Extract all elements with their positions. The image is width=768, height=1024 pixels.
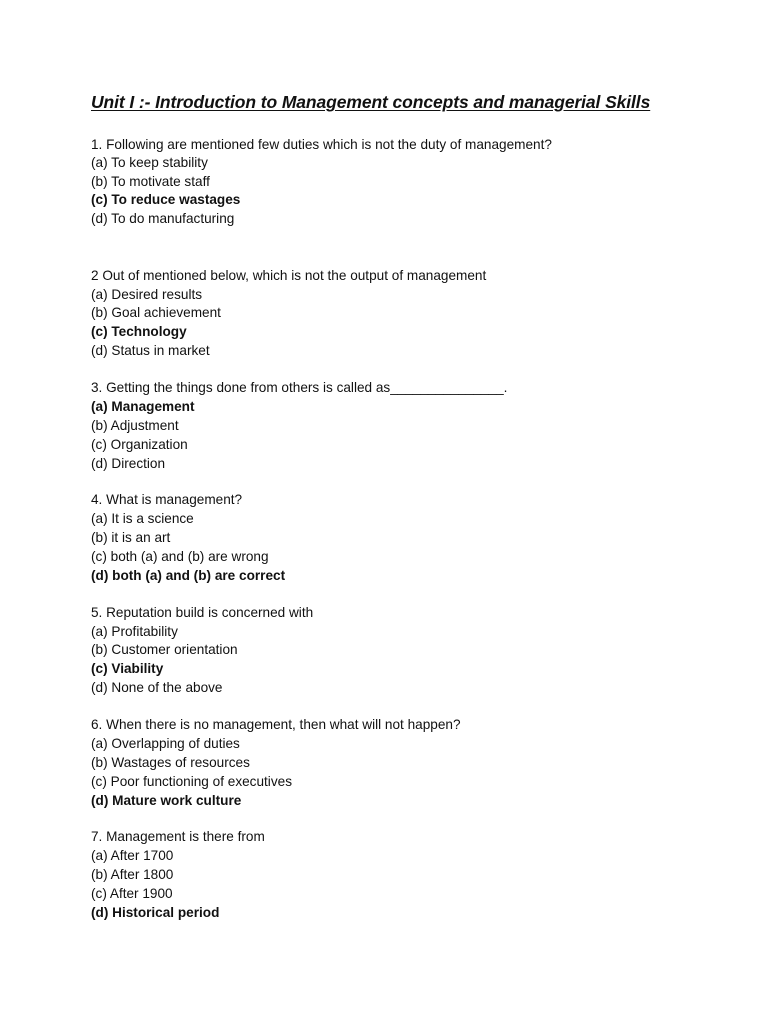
- question-5-option-c-answer: (c) Viability: [91, 661, 164, 676]
- question-1-text: 1. Following are mentioned few duties which is not the duty of management?: [91, 137, 552, 152]
- question-7-option-c: (c) After 1900: [91, 886, 173, 901]
- question-3-option-a-answer: (a) Management: [91, 399, 195, 414]
- question-2-option-b: (b) Goal achievement: [91, 305, 221, 320]
- question-4-option-a: (a) It is a science: [91, 511, 194, 526]
- question-4-option-b: (b) it is an art: [91, 530, 171, 545]
- question-2-option-c-answer: (c) Technology: [91, 324, 187, 339]
- question-1-option-c-answer: (c) To reduce wastages: [91, 192, 241, 207]
- question-1-option-d: (d) To do manufacturing: [91, 211, 235, 226]
- question-6-option-d-answer: (d) Mature work culture: [91, 793, 242, 808]
- question-5-option-b: (b) Customer orientation: [91, 642, 238, 657]
- question-6-option-a: (a) Overlapping of duties: [91, 736, 240, 751]
- question-5-text: 5. Reputation build is concerned with: [91, 605, 314, 620]
- question-6-option-b: (b) Wastages of resources: [91, 755, 250, 770]
- question-6-text: 6. When there is no management, then what will not happen?: [91, 717, 461, 732]
- question-4-option-c: (c) both (a) and (b) are wrong: [91, 549, 269, 564]
- question-7-option-b: (b) After 1800: [91, 867, 174, 882]
- question-4-option-d-answer: (d) both (a) and (b) are correct: [91, 568, 286, 583]
- page-title: Unit I :- Introduction to Management concepts and managerial Skills: [91, 92, 651, 112]
- question-2-option-a: (a) Desired results: [91, 287, 203, 302]
- question-5-option-a: (a) Profitability: [91, 624, 178, 639]
- question-2-option-d: (d) Status in market: [91, 343, 210, 358]
- question-7-option-a: (a) After 1700: [91, 848, 174, 863]
- question-3-option-d: (d) Direction: [91, 456, 166, 471]
- question-3-option-b: (b) Adjustment: [91, 418, 179, 433]
- question-3-option-c: (c) Organization: [91, 437, 188, 452]
- question-4-text: 4. What is management?: [91, 492, 243, 507]
- question-2-text: 2 Out of mentioned below, which is not the output of management: [91, 268, 487, 283]
- question-3-text: 3. Getting the things done from others is called as_______________.: [91, 380, 508, 395]
- question-6-option-c: (c) Poor functioning of executives: [91, 774, 292, 789]
- question-7-text: 7. Management is there from: [91, 829, 265, 844]
- question-1-option-a: (a) To keep stability: [91, 155, 208, 170]
- question-5-option-d: (d) None of the above: [91, 680, 223, 695]
- question-1-option-b: (b) To motivate staff: [91, 174, 210, 189]
- question-7-option-d-answer: (d) Historical period: [91, 905, 220, 920]
